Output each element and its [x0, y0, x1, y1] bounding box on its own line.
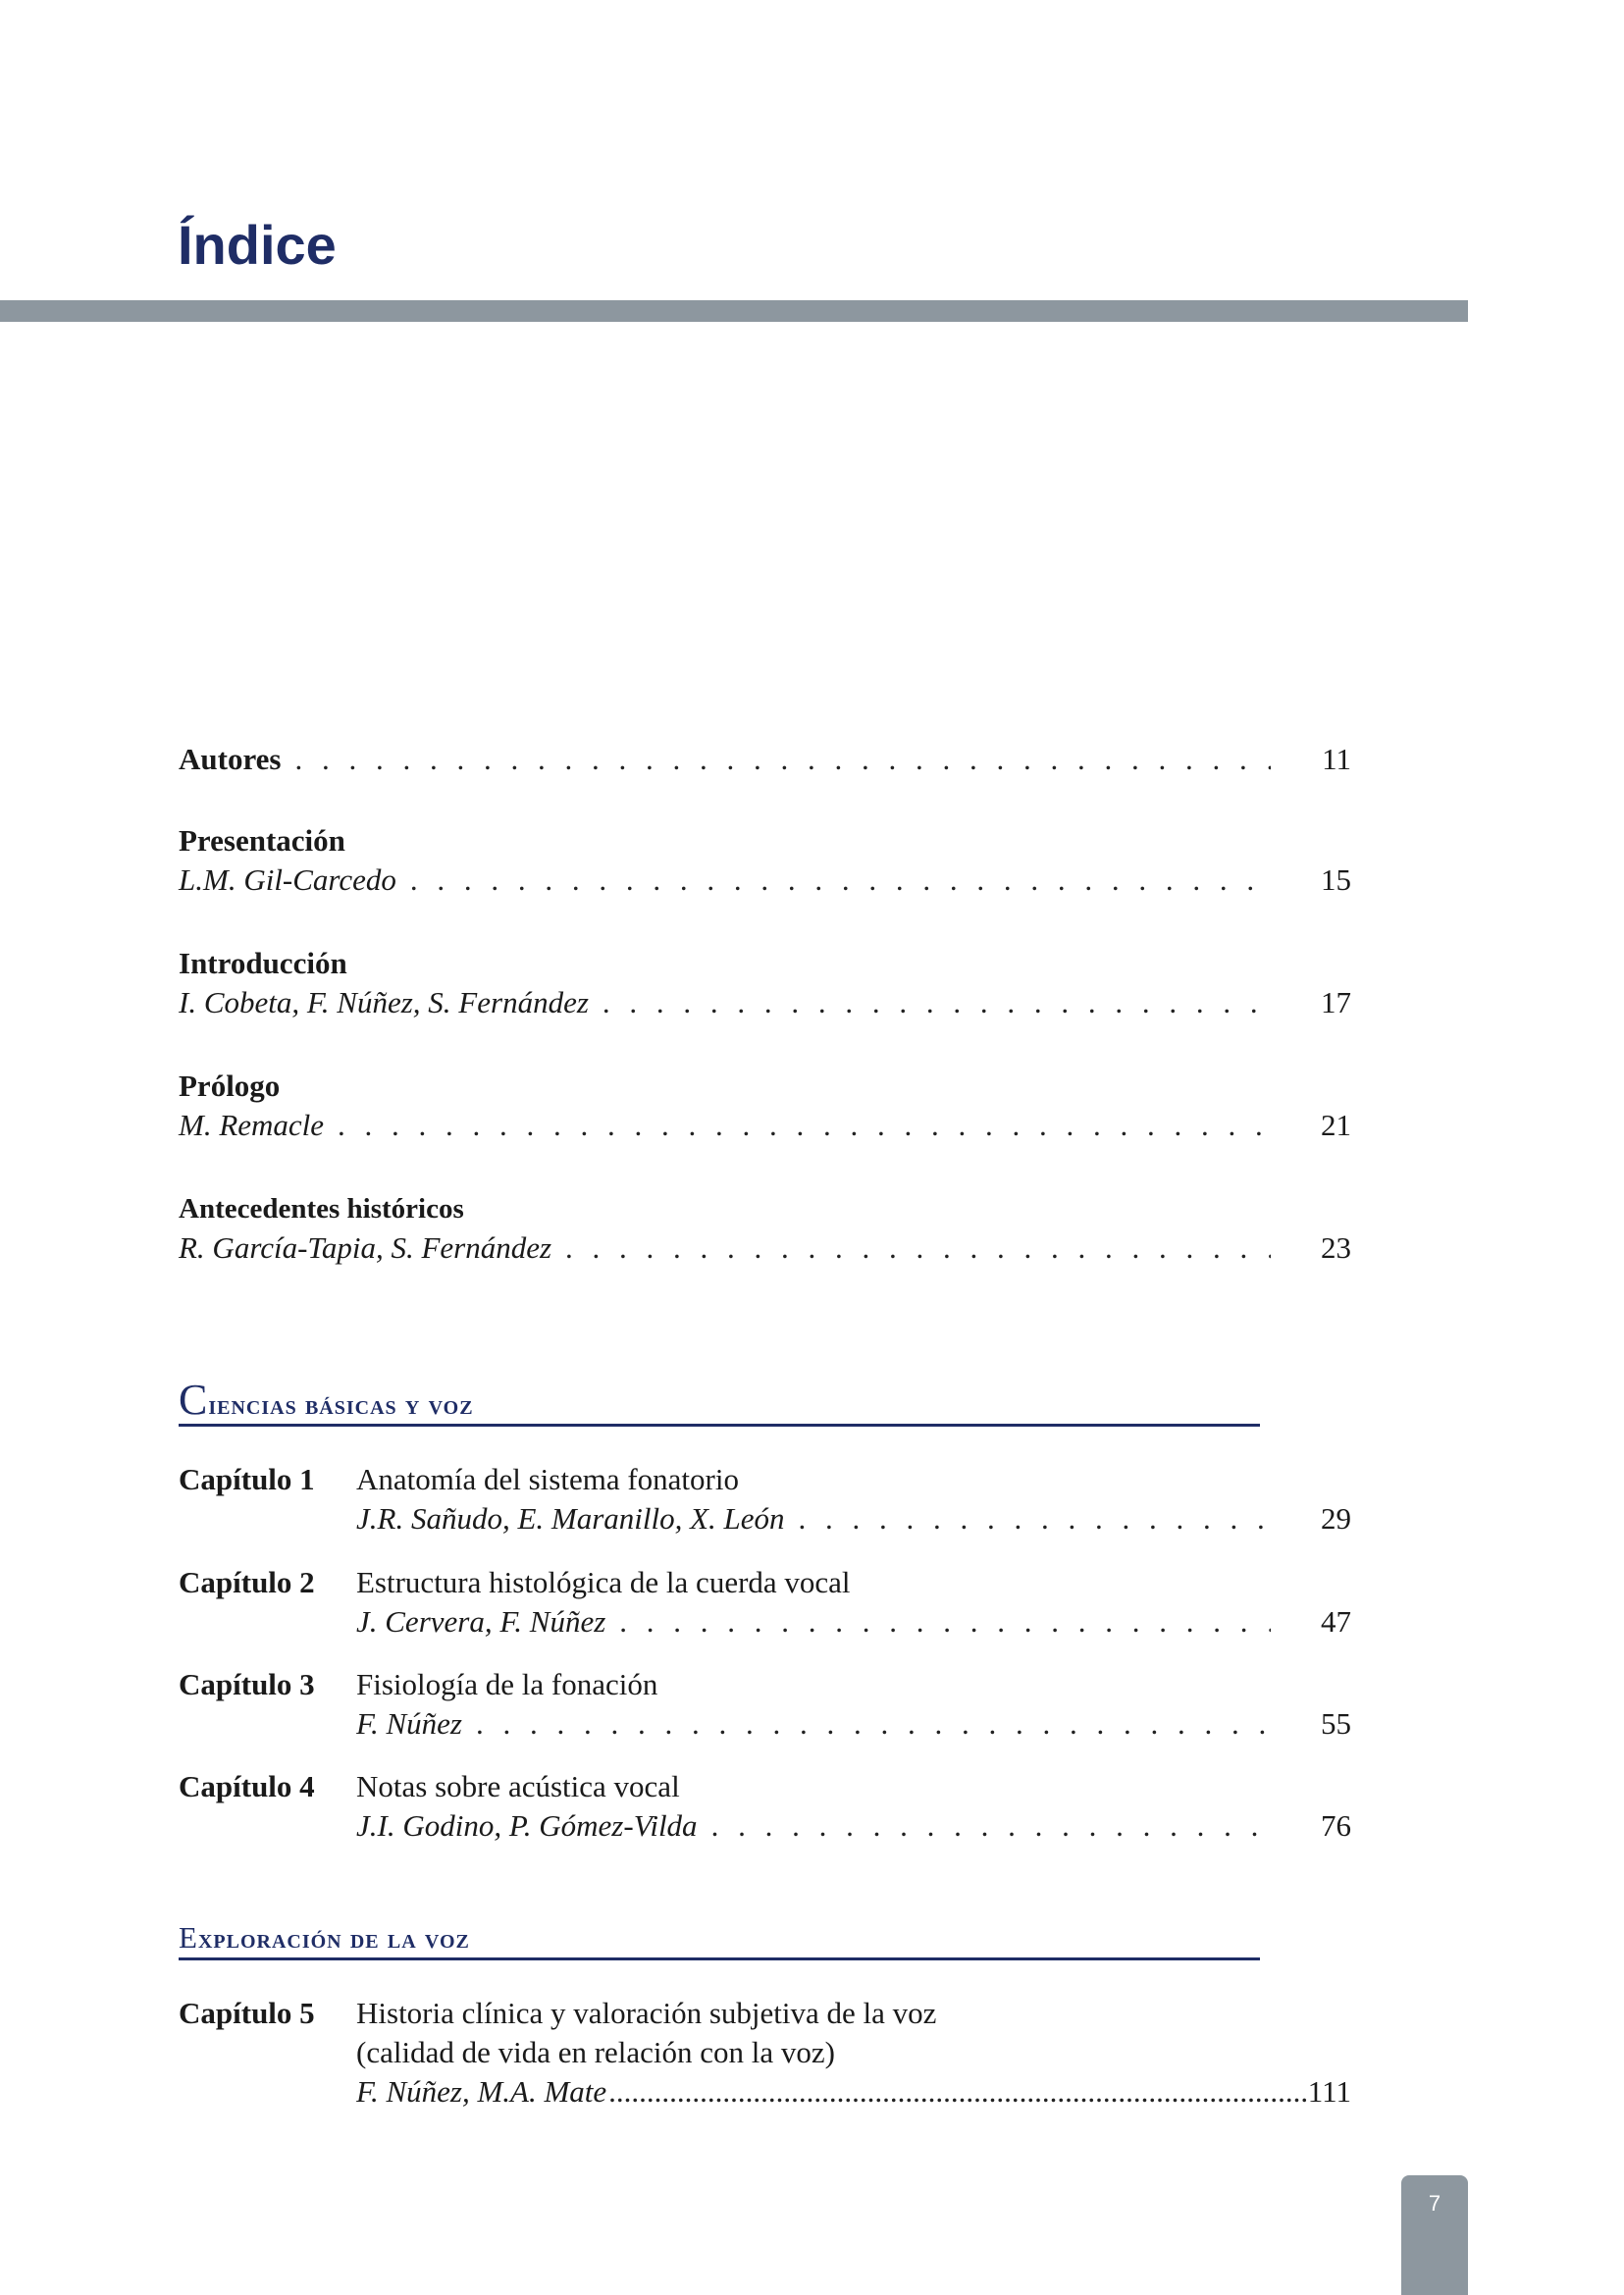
chapter-title: Historia clínica y valoración subjetiva de la voz — [356, 1996, 937, 2030]
chapter-authors: J. Cervera, F. Núñez — [356, 1604, 606, 1639]
dot-leader — [711, 1806, 1271, 1846]
entry-heading: Presentación — [179, 823, 345, 858]
chapter-authors: J.R. Sañudo, E. Maranillo, X. León — [356, 1501, 785, 1536]
toc-entry-autores[interactable] — [179, 740, 1351, 779]
chapter-title: Fisiología de la fonación — [356, 1667, 658, 1701]
entry-authors: R. García-Tapia, S. Fernández — [179, 1230, 552, 1265]
dot-leader — [338, 1106, 1271, 1145]
entry-page: 11 — [1322, 742, 1351, 776]
entry-page: 17 — [1321, 985, 1351, 1019]
section-title: xploración de la voz — [197, 1923, 470, 1955]
dot-leader — [619, 1602, 1271, 1642]
toc-entry-prologo[interactable] — [179, 1067, 1351, 1145]
toc-chapter-3[interactable] — [179, 1665, 1351, 1744]
page-title: Índice — [178, 214, 337, 276]
chapter-label: Capítulo 3 — [179, 1667, 315, 1701]
chapter-label: Capítulo 5 — [179, 1996, 315, 2030]
section-initial: e — [179, 1909, 198, 1957]
chapter-label: Capítulo 1 — [179, 1462, 315, 1496]
entry-page: 23 — [1321, 1230, 1351, 1265]
entry-heading: Introducción — [179, 946, 347, 980]
chapter-label: Capítulo 2 — [179, 1565, 315, 1599]
toc-chapter-4[interactable] — [179, 1767, 1351, 1846]
toc-chapter-1[interactable] — [179, 1460, 1351, 1539]
entry-heading: Prólogo — [179, 1069, 281, 1103]
entry-heading: Antecedentes históricos — [179, 1193, 464, 1225]
chapter-authors: J.I. Godino, P. Gómez-Vilda — [356, 1808, 698, 1843]
dot-leader — [799, 1499, 1271, 1539]
dot-leader — [476, 1704, 1271, 1744]
chapter-page: 47 — [1321, 1604, 1351, 1639]
entry-authors: I. Cobeta, F. Núñez, S. Fernández — [179, 985, 589, 1019]
section-heading-ciencias — [179, 1376, 1260, 1427]
toc-entry-presentacion[interactable] — [179, 821, 1351, 900]
dot-leader — [410, 861, 1271, 900]
toc-entry-introduccion[interactable] — [179, 944, 1351, 1022]
chapter-page: 55 — [1321, 1706, 1351, 1741]
chapter-title: Estructura histológica de la cuerda vocal — [356, 1565, 851, 1599]
chapter-authors: F. Núñez — [356, 1706, 462, 1741]
title-rule — [0, 300, 1468, 322]
dot-leader — [294, 740, 1271, 779]
toc-chapter-5[interactable] — [179, 1994, 1351, 2112]
chapter-title: Notas sobre acústica vocal — [356, 1769, 680, 1803]
page-number: 7 — [1428, 2191, 1441, 2216]
entry-page: 15 — [1321, 862, 1351, 897]
section-title: iencias básicas y voz — [208, 1389, 474, 1421]
entry-page: 21 — [1321, 1108, 1351, 1142]
chapter-title-continued: (calidad de vida en relación con la voz) — [356, 2035, 836, 2069]
chapter-title: Anatomía del sistema fonatorio — [356, 1462, 739, 1496]
entry-authors: L.M. Gil-Carcedo — [179, 862, 396, 897]
page-number-tab — [1401, 2175, 1468, 2295]
chapter-page: 111 — [1307, 2074, 1351, 2109]
dot-leader — [602, 983, 1271, 1022]
chapter-authors: F. Núñez, M.A. Mate — [356, 2074, 607, 2109]
toc-entry-antecedentes[interactable] — [179, 1189, 1351, 1268]
section-heading-exploracion — [179, 1909, 1260, 1960]
dot-leader — [565, 1228, 1271, 1268]
chapter-page: 29 — [1321, 1501, 1351, 1536]
dot-leader — [608, 2072, 1306, 2112]
section-initial: C — [179, 1376, 209, 1424]
toc-chapter-2[interactable] — [179, 1563, 1351, 1642]
entry-authors: M. Remacle — [179, 1108, 325, 1142]
chapter-label: Capítulo 4 — [179, 1769, 315, 1803]
entry-heading: Autores — [179, 742, 282, 776]
chapter-page: 76 — [1321, 1808, 1351, 1843]
